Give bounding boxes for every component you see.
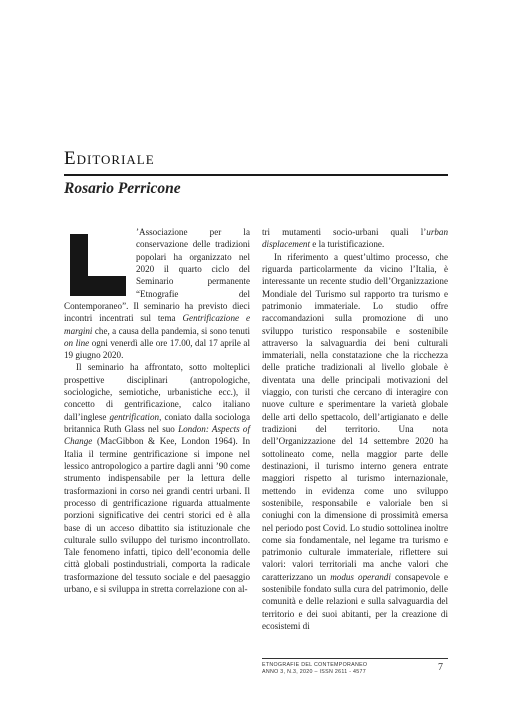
seminario-text-3: (MacGibbon & Kee, London 1964). In Italia il termine gentrificazione si impone nel lessico antropologico a partire dagli anni ’90 come strumento indispensabile per la lettura delle trasformazioni in corso nei grandi centri urbani. Il processo di gentrificazione riguarda attualmente porzioni significative dei centri storici ed è alla base di un acceso dibattito sia istituzionale che culturale sullo sviluppo del turismo incontrollato. Tale fenomeno infatti, tipico dell’economia delle città globali postindustriali, comporta la radicale trasformazione del tessuto sociale e del paesaggio urbano, e si sviluppa in stretta correlazione con al- — [64, 436, 250, 595]
left-column — [64, 226, 250, 595]
article-title: Editoriale — [64, 148, 155, 169]
continuation-text-2: e la turistificazione. — [309, 239, 385, 250]
page-number: 7 — [438, 662, 443, 673]
continuation-text: tri mutamenti socio-urbani quali l’ — [262, 227, 427, 237]
em-gentrification: gentrification — [109, 411, 160, 422]
em-urban-displacement: urban displacement — [262, 227, 448, 250]
seminario-text-2: , coniato dalla sociologa britannica Ruth Glass nel suo — [64, 411, 250, 434]
title-rule — [64, 174, 448, 176]
right-column — [262, 226, 448, 632]
intro-em-online: on line — [64, 337, 90, 348]
em-modus-operandi: modus operandi — [330, 571, 391, 582]
article-author: Rosario Perricone — [64, 180, 181, 197]
paragraph-turismo — [262, 251, 448, 633]
intro-em-gentrificazione: Gentrificazione e margini — [64, 313, 250, 336]
drop-cap-glyph — [64, 232, 128, 296]
paragraph-continuation — [262, 226, 448, 251]
turismo-text: In riferimento a quest’ultimo processo, che riguarda particolarmente da vicino l’Italia, è interessante un recente studio dell’Organizzazione Mondiale del Turismo sul rapporto tra turismo e patrimonio immateriale. Lo studio offre raccomandazioni sulla promozione di uno sviluppo turistico responsabile e sostenibile attraverso la salvaguardia dei beni culturali immateriali, nella constatazione che la ricchezza delle pratiche tradizionali al livello globale è diventata una delle principali motivazioni del viaggio, con turisti che cercano di interagire con nuove culture e sperimentare la varietà globale delle arti dello spettacolo, dell’artigianato e delle tradizioni del territorio. Una nota dell’Organizzazione del 14 settembre 2020 ha sottolineato come, nella maggior parte delle destinazioni, il turismo interno genera entrate maggiori rispetto al turismo internazionale, mettendo in evidenza come uno sviluppo sostenibile, responsabile e valoriale ben si coniughi con la dimensione di prossimità emersa nel periodo post Covid. Lo studio sottolinea inoltre come sia fondamentale, nel legame tra turismo e patrimonio culturale immateriale, riflettere sui valori: valori territoriali ma anche valori che caratterizzano un — [262, 251, 448, 582]
footer-issue: ANNO 3, N.3, 2020 – ISSN 2611 - 4577 — [262, 669, 367, 675]
footer-journal: ETNOGRAFIE DEL CONTEMPORANEO — [262, 662, 368, 668]
drop-cap-l — [64, 232, 128, 296]
intro-text: ’Associazione per la conservazione delle tradizioni popolari ha organizzato nel 2020 il quarto ciclo del Seminario permanente “Etnografie del Contemporaneo”. Il seminario ha previsto dieci incontri incentrati sul tema — [64, 227, 250, 324]
intro-text-2: che, a causa della pandemia, si sono tenuti — [92, 325, 250, 336]
seminario-text: Il seminario ha affrontato, sotto molteplici prospettive disciplinari (antropologiche, sociologiche, semiotiche, urbanistiche ecc.), il concetto di gentrificazione, calco italiano dall’inglese — [64, 362, 250, 422]
paragraph-seminario — [64, 361, 250, 595]
turismo-text-2: consapevole e sostenibile fondato sulla cura del patrimonio, delle comunità e delle relazioni e sulla salvaguardia del territorio e dei suoi abitanti, per la creazione di ecosistemi di — [262, 571, 448, 631]
em-london-aspects: London: Aspects of Change — [64, 424, 250, 447]
intro-text-3: ogni venerdì alle ore 17.00, dal 17 aprile al 19 giugno 2020. — [64, 337, 250, 361]
paragraph-intro — [64, 226, 250, 361]
page-footer — [262, 658, 448, 676]
